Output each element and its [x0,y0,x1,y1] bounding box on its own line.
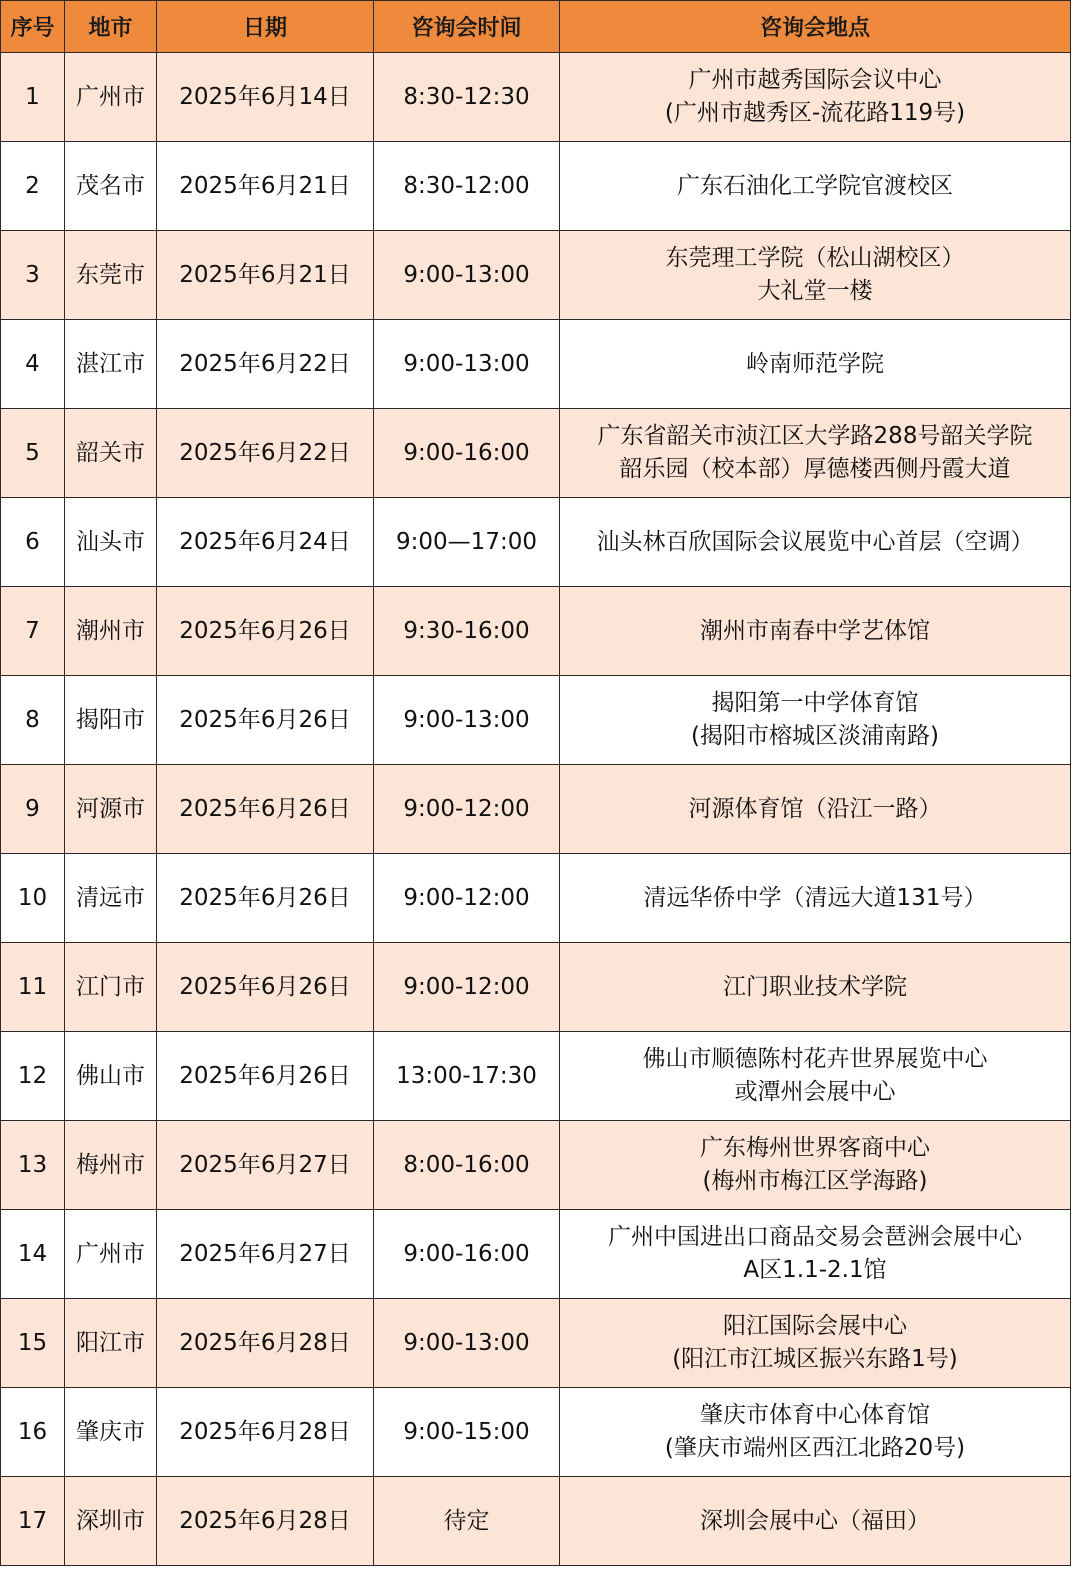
cell-session-location [560,1299,1071,1388]
table-row [1,53,1071,142]
cell-date: 2025年6月21日 [157,231,374,320]
cell-session-location [560,1032,1071,1121]
cell-city: 广州市 [65,1210,157,1299]
cell-session-location [560,142,1071,231]
cell-session-location [560,1477,1071,1566]
table-header [1,1,1071,53]
header-session-time: 咨询会时间 [374,1,560,53]
cell-serial-number: 7 [1,587,65,676]
cell-session-time: 8:00-16:00 [374,1121,560,1210]
table-row [1,1121,1071,1210]
cell-city: 东莞市 [65,231,157,320]
table-row [1,854,1071,943]
table-row [1,587,1071,676]
location-line: 韶乐园（校本部）厚德楼西侧丹霞大道 [619,456,1011,482]
cell-session-time: 待定 [374,1477,560,1566]
cell-session-time: 9:00-13:00 [374,320,560,409]
location-line: 汕头林百欣国际会议展览中心首层（空调） [596,528,1034,555]
header-session-location: 咨询会地点 [560,1,1071,53]
location-line: (阳江市江城区振兴东路1号) [672,1346,958,1372]
cell-date: 2025年6月28日 [157,1477,374,1566]
location-line: 清远华侨中学（清远大道131号） [643,884,987,911]
table-row [1,320,1071,409]
location-line: 岭南师范学院 [746,350,884,377]
cell-date: 2025年6月28日 [157,1388,374,1477]
cell-city: 湛江市 [65,320,157,409]
cell-serial-number: 13 [1,1121,65,1210]
header-city: 地市 [65,1,157,53]
location-line: (揭阳市榕城区淡浦南路) [691,723,939,749]
cell-session-location [560,1210,1071,1299]
cell-city: 梅州市 [65,1121,157,1210]
cell-session-location [560,53,1071,142]
cell-serial-number: 8 [1,676,65,765]
cell-serial-number: 1 [1,53,65,142]
cell-serial-number: 14 [1,1210,65,1299]
cell-date: 2025年6月26日 [157,765,374,854]
cell-date: 2025年6月21日 [157,142,374,231]
cell-session-location [560,1121,1071,1210]
cell-date: 2025年6月27日 [157,1210,374,1299]
location-line: 或潭州会展中心 [734,1079,896,1105]
table-row [1,765,1071,854]
cell-session-location [560,676,1071,765]
cell-session-location [560,320,1071,409]
cell-session-location [560,943,1071,1032]
location-line: 江门职业技术学院 [723,973,907,1000]
cell-serial-number: 10 [1,854,65,943]
table-row [1,231,1071,320]
cell-date: 2025年6月26日 [157,854,374,943]
location-line: 揭阳第一中学体育馆 [711,690,919,716]
cell-date: 2025年6月22日 [157,320,374,409]
location-line: 大礼堂一楼 [757,278,873,304]
location-line: 佛山市顺德陈村花卉世界展览中心 [642,1046,988,1072]
cell-session-location [560,498,1071,587]
cell-session-location [560,765,1071,854]
cell-session-location [560,231,1071,320]
cell-session-time: 9:00-13:00 [374,231,560,320]
cell-session-time: 8:30-12:00 [374,142,560,231]
location-line: 广州市越秀国际会议中心 [688,67,942,93]
cell-session-location [560,587,1071,676]
cell-date: 2025年6月26日 [157,943,374,1032]
location-line: 东莞理工学院（松山湖校区） [665,245,965,271]
cell-session-time: 9:30-16:00 [374,587,560,676]
cell-serial-number: 3 [1,231,65,320]
cell-session-location [560,1388,1071,1477]
location-line: 潮州市南春中学艺体馆 [700,617,930,644]
cell-date: 2025年6月28日 [157,1299,374,1388]
cell-date: 2025年6月26日 [157,1032,374,1121]
cell-city: 揭阳市 [65,676,157,765]
cell-city: 清远市 [65,854,157,943]
table-row [1,409,1071,498]
cell-city: 茂名市 [65,142,157,231]
cell-city: 潮州市 [65,587,157,676]
cell-date: 2025年6月22日 [157,409,374,498]
cell-session-time: 13:00-17:30 [374,1032,560,1121]
location-line: 广东石油化工学院官渡校区 [677,172,953,199]
cell-serial-number: 4 [1,320,65,409]
cell-session-time: 9:00-16:00 [374,409,560,498]
table-row [1,676,1071,765]
location-line: 肇庆市体育中心体育馆 [700,1402,930,1428]
cell-session-location [560,409,1071,498]
table-row [1,1388,1071,1477]
cell-session-time: 9:00-16:00 [374,1210,560,1299]
cell-date: 2025年6月27日 [157,1121,374,1210]
cell-date: 2025年6月14日 [157,53,374,142]
location-line: (肇庆市端州区西江北路20号) [664,1435,966,1461]
location-line: 深圳会展中心（福田） [700,1507,930,1534]
cell-session-time: 9:00-13:00 [374,1299,560,1388]
header-date: 日期 [157,1,374,53]
cell-serial-number: 16 [1,1388,65,1477]
cell-city: 江门市 [65,943,157,1032]
cell-city: 广州市 [65,53,157,142]
cell-date: 2025年6月26日 [157,587,374,676]
location-line: 河源体育馆（沿江一路） [688,795,942,822]
cell-city: 肇庆市 [65,1388,157,1477]
cell-city: 阳江市 [65,1299,157,1388]
cell-session-time: 9:00-13:00 [374,676,560,765]
cell-city: 汕头市 [65,498,157,587]
cell-session-time: 9:00-12:00 [374,943,560,1032]
cell-session-time: 9:00-15:00 [374,1388,560,1477]
table-row [1,498,1071,587]
cell-session-time: 9:00—17:00 [374,498,560,587]
cell-date: 2025年6月24日 [157,498,374,587]
table-row [1,1299,1071,1388]
table-row [1,1477,1071,1566]
cell-serial-number: 5 [1,409,65,498]
cell-city: 佛山市 [65,1032,157,1121]
location-line: 阳江国际会展中心 [723,1313,907,1339]
location-line: (广州市越秀区-流花路119号) [664,100,966,126]
header-row [1,1,1071,53]
table-row [1,1032,1071,1121]
table-row [1,142,1071,231]
cell-serial-number: 2 [1,142,65,231]
table-body [1,53,1071,1566]
cell-session-time: 9:00-12:00 [374,854,560,943]
cell-serial-number: 11 [1,943,65,1032]
cell-city: 河源市 [65,765,157,854]
cell-session-time: 9:00-12:00 [374,765,560,854]
cell-city: 深圳市 [65,1477,157,1566]
location-line: 广东梅州世界客商中心 [700,1135,930,1161]
header-serial-number: 序号 [1,1,65,53]
cell-serial-number: 6 [1,498,65,587]
cell-serial-number: 17 [1,1477,65,1566]
location-line: A区1.1-2.1馆 [743,1257,887,1283]
cell-date: 2025年6月26日 [157,676,374,765]
location-line: (梅州市梅江区学海路) [702,1168,928,1194]
location-line: 广东省韶关市浈江区大学路288号韶关学院 [597,423,1033,449]
location-line: 广州中国进出口商品交易会琶洲会展中心 [608,1224,1022,1250]
table-row [1,943,1071,1032]
cell-serial-number: 9 [1,765,65,854]
cell-session-location [560,854,1071,943]
cell-session-time: 8:30-12:30 [374,53,560,142]
cell-city: 韶关市 [65,409,157,498]
table-row [1,1210,1071,1299]
cell-serial-number: 15 [1,1299,65,1388]
cell-serial-number: 12 [1,1032,65,1121]
